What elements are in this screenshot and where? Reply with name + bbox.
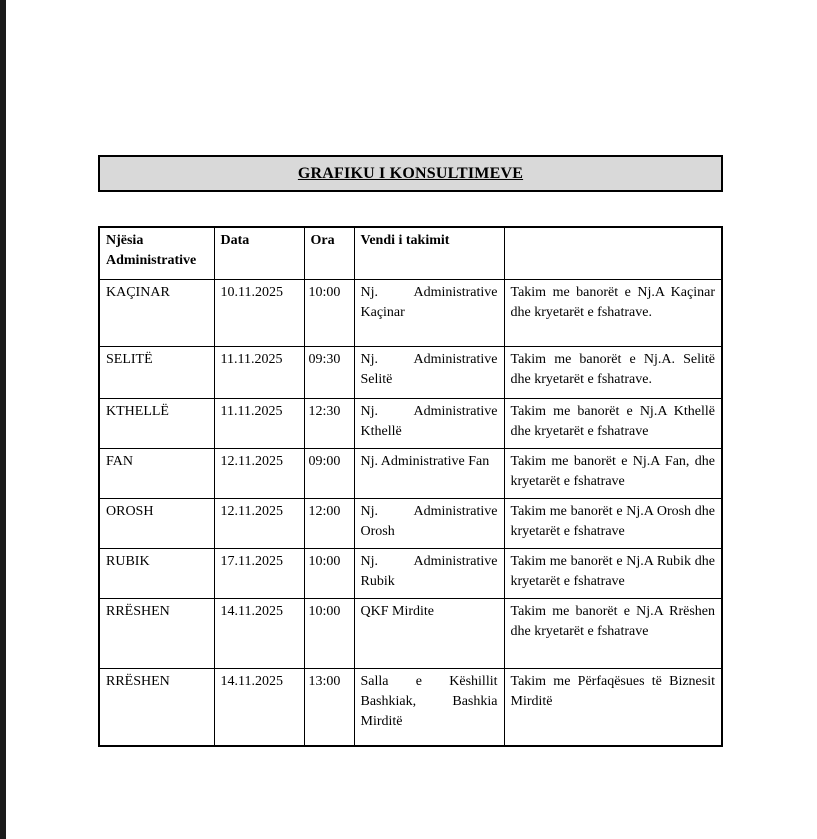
cell-venue: Nj. Administrative Orosh	[354, 498, 504, 548]
cell-date: 10.11.2025	[214, 279, 304, 346]
header-cell-unit: Njësia Administrative	[99, 227, 214, 279]
consultation-schedule-table	[98, 226, 723, 747]
cell-unit: RRËSHEN	[99, 598, 214, 668]
cell-unit: KTHELLË	[99, 398, 214, 448]
cell-time: 09:00	[304, 448, 354, 498]
cell-unit: SELITË	[99, 346, 214, 398]
header-cell-date: Data	[214, 227, 304, 279]
table-row	[99, 279, 722, 346]
cell-unit: KAÇINAR	[99, 279, 214, 346]
cell-unit: RRËSHEN	[99, 668, 214, 746]
cell-description: Takim me banorët e Nj.A. Selitë dhe kryetarët e fshatrave.	[504, 346, 722, 398]
cell-time: 10:00	[304, 598, 354, 668]
table-header-row	[99, 227, 722, 279]
cell-time: 12:30	[304, 398, 354, 448]
header-cell-time: Ora	[304, 227, 354, 279]
cell-time: 10:00	[304, 279, 354, 346]
cell-date: 17.11.2025	[214, 548, 304, 598]
table-row	[99, 346, 722, 398]
cell-date: 12.11.2025	[214, 448, 304, 498]
table-row	[99, 448, 722, 498]
cell-description: Takim me banorët e Nj.A Kaçinar dhe kryetarët e fshatrave.	[504, 279, 722, 346]
cell-venue: Nj. Administrative Kthellë	[354, 398, 504, 448]
table-row	[99, 548, 722, 598]
cell-date: 14.11.2025	[214, 668, 304, 746]
header-cell-venue: Vendi i takimit	[354, 227, 504, 279]
cell-venue: Nj. Administrative Rubik	[354, 548, 504, 598]
cell-description: Takim me banorët e Nj.A Fan, dhe kryetarët e fshatrave	[504, 448, 722, 498]
cell-date: 14.11.2025	[214, 598, 304, 668]
cell-date: 11.11.2025	[214, 346, 304, 398]
cell-venue: Nj. Administrative Fan	[354, 448, 504, 498]
cell-description: Takim me banorët e Nj.A Rrëshen dhe kryetarët e fshatrave	[504, 598, 722, 668]
cell-description: Takim me banorët e Nj.A Kthellë dhe kryetarët e fshatrave	[504, 398, 722, 448]
cell-time: 10:00	[304, 548, 354, 598]
cell-description: Takim me banorët e Nj.A Orosh dhe kryetarët e fshatrave	[504, 498, 722, 548]
title-banner	[98, 155, 723, 192]
cell-venue: Salla e Këshillit Bashkiak, Bashkia Mirditë	[354, 668, 504, 746]
cell-date: 12.11.2025	[214, 498, 304, 548]
cell-description: Takim me Përfaqësues të Biznesit Mirditë	[504, 668, 722, 746]
page-title: GRAFIKU I KONSULTIMEVE	[297, 164, 524, 182]
cell-date: 11.11.2025	[214, 398, 304, 448]
table-row	[99, 398, 722, 448]
page-left-edge-bar	[0, 0, 6, 839]
cell-venue: Nj. Administrative Selitë	[354, 346, 504, 398]
cell-venue: QKF Mirdite	[354, 598, 504, 668]
cell-time: 13:00	[304, 668, 354, 746]
cell-unit: OROSH	[99, 498, 214, 548]
cell-time: 09:30	[304, 346, 354, 398]
table-row	[99, 598, 722, 668]
cell-venue: Nj. Administrative Kaçinar	[354, 279, 504, 346]
cell-time: 12:00	[304, 498, 354, 548]
table-row	[99, 498, 722, 548]
cell-unit: FAN	[99, 448, 214, 498]
cell-unit: RUBIK	[99, 548, 214, 598]
table-row	[99, 668, 722, 746]
header-cell-description	[504, 227, 722, 279]
cell-description: Takim me banorët e Nj.A Rubik dhe kryetarët e fshatrave	[504, 548, 722, 598]
